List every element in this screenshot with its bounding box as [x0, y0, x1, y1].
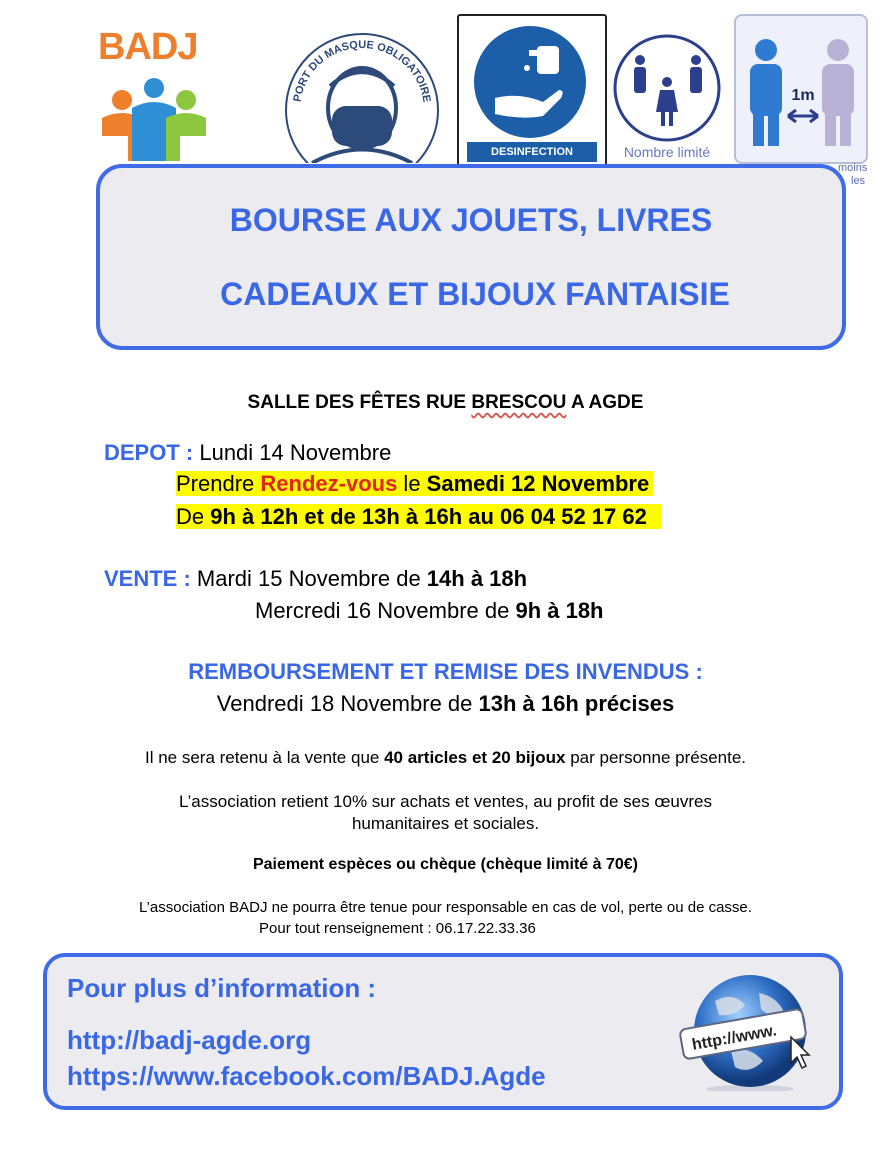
vente-day2-hours: 9h à 18h [515, 598, 604, 623]
mask-sign-text: PORT DU MASQUE OBLIGATOIRE [291, 38, 433, 104]
depot-label: DEPOT : [104, 440, 194, 465]
vente-line-2: Mercredi 16 Novembre de 9h à 18h [255, 598, 604, 623]
social-distance-sign [734, 14, 868, 164]
vente-day1-hours: 14h à 18h [426, 566, 528, 591]
globe-web-icon [675, 971, 825, 1091]
mask-mandatory-sign [282, 18, 444, 163]
depot-hours: 9h à 12h et de 13h à 16h au 06 04 52 17 62 [210, 504, 647, 529]
distance-icon [736, 16, 862, 158]
contact-line: Pour tout renseignement : 06.17.22.33.36 [259, 920, 536, 937]
people-group-icon [98, 26, 210, 166]
limited-capacity-sign [612, 20, 722, 164]
rdv-date: Samedi 12 Novembre [426, 471, 650, 496]
commission-rule: L’association retient 10% sur achats et ventes, au profit de ses œuvres humanitaires et sociales. [179, 792, 712, 833]
rdv-word: Rendez-vous [260, 471, 398, 496]
people-limit-icon [612, 20, 722, 144]
title-line-2: CADEAUX ET BIJOUX FANTAISIE [220, 276, 730, 312]
distance-label: 1m [791, 87, 815, 104]
title-line-1: BOURSE AUX JOUETS, LIVRES [229, 202, 713, 238]
disinfection-label: DESINFECTION [467, 142, 597, 162]
depot-hours-line: De 9h à 12h et de 13h à 16h au 06 04 52 17 62 [176, 504, 661, 530]
info-heading: Pour plus d’information : [67, 973, 377, 1003]
remboursement-hours: 13h à 16h précises [478, 691, 675, 716]
facebook-link[interactable]: https://www.facebook.com/BADJ.Agde [67, 1061, 546, 1091]
disclaimer: L’association BADJ ne pourra être tenue pour responsable en cas de vol, perte ou de casse. [139, 899, 752, 916]
badj-logo [98, 26, 210, 166]
limit-label: Nombre limité [623, 144, 711, 160]
face-mask-icon [282, 18, 444, 163]
venue-line: SALLE DES FÊTES RUE BRESCOU A AGDE [247, 392, 644, 413]
article-limit-rule: Il ne sera retenu à la vente que 40 articles et 20 bijoux par personne présente. [144, 748, 747, 767]
payment-rule: Paiement espèces ou chèque (chèque limité à 70€) [252, 856, 639, 873]
badj-logo-text: BADJ [98, 26, 198, 68]
hand-sanitizer-icon [459, 18, 601, 144]
disinfection-sign [457, 14, 607, 168]
info-box [43, 953, 843, 1110]
remboursement-title: REMBOURSEMENT ET REMISE DES INVENDUS : [188, 659, 703, 684]
title-box [96, 164, 846, 350]
vente-label: VENTE : [104, 566, 191, 591]
venue-street: BRESCOU [471, 392, 567, 413]
distance-caption: moins les [838, 162, 868, 187]
vente-line-1: VENTE : Mardi 15 Novembre de 14h à 18h [104, 566, 528, 591]
depot-date: Lundi 14 Novembre [193, 440, 392, 465]
depot-rdv-line: Prendre Rendez-vous le Samedi 12 Novembre [176, 471, 653, 497]
globe-label: http://www. [690, 1022, 779, 1054]
website-link[interactable]: http://badj-agde.org [67, 1025, 312, 1055]
depot-line [104, 440, 391, 466]
remboursement-date: Vendredi 18 Novembre de 13h à 16h précises [216, 691, 675, 716]
